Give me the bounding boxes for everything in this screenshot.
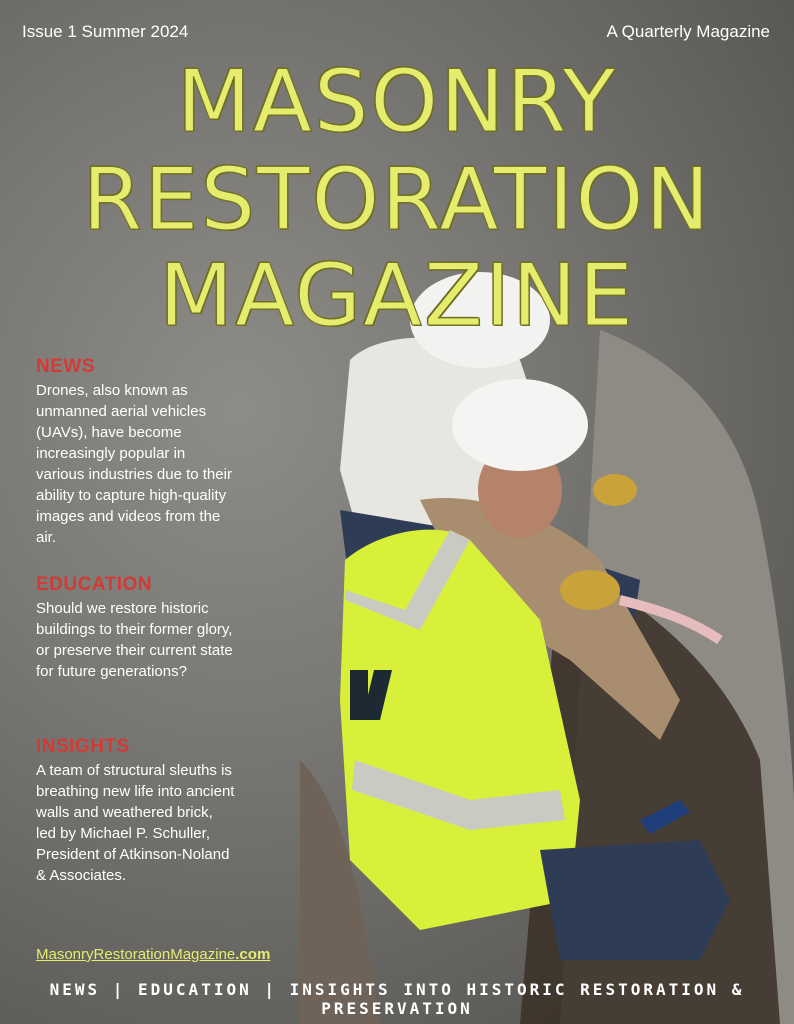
education-section <box>36 574 236 682</box>
frequency-label: A Quarterly Magazine <box>606 22 770 41</box>
glove-right <box>593 474 637 506</box>
insights-section <box>36 736 236 886</box>
front-hard-hat <box>452 379 588 471</box>
masthead-line-3: MAGAZINE <box>159 246 635 346</box>
news-section <box>36 356 236 548</box>
website-tld: .com <box>235 946 271 963</box>
insights-body: A team of structural sleuths is breathing new life into ancient walls and weathered brick, led by Michael P. Schuller, President of Atkinson-Noland & Associates. <box>36 762 235 884</box>
website-link[interactable] <box>36 946 270 963</box>
education-heading: EDUCATION <box>36 574 153 595</box>
issue-label: Issue 1 Summer 2024 <box>22 22 189 41</box>
front-worker-jeans <box>540 840 730 960</box>
glove-left <box>560 570 620 610</box>
news-heading: NEWS <box>36 356 95 377</box>
masthead-line-2: RESTORATION <box>82 150 712 250</box>
masthead-line-1: MASONRY <box>176 52 618 152</box>
education-body: Should we restore historic buildings to their former glory, or preserve their current state for future generations? <box>36 600 233 680</box>
website-name: MasonryRestorationMagazine <box>36 946 236 963</box>
news-body: Drones, also known as unmanned aerial vehicles (UAVs), have become increasingly popular in various industries due to their ability to capture high-quality images and videos from the air. <box>36 382 232 546</box>
tagline: NEWS | EDUCATION | INSIGHTS INTO HISTORIC RESTORATION & PRESERVATION <box>49 980 745 1018</box>
insights-heading: INSIGHTS <box>36 736 130 757</box>
